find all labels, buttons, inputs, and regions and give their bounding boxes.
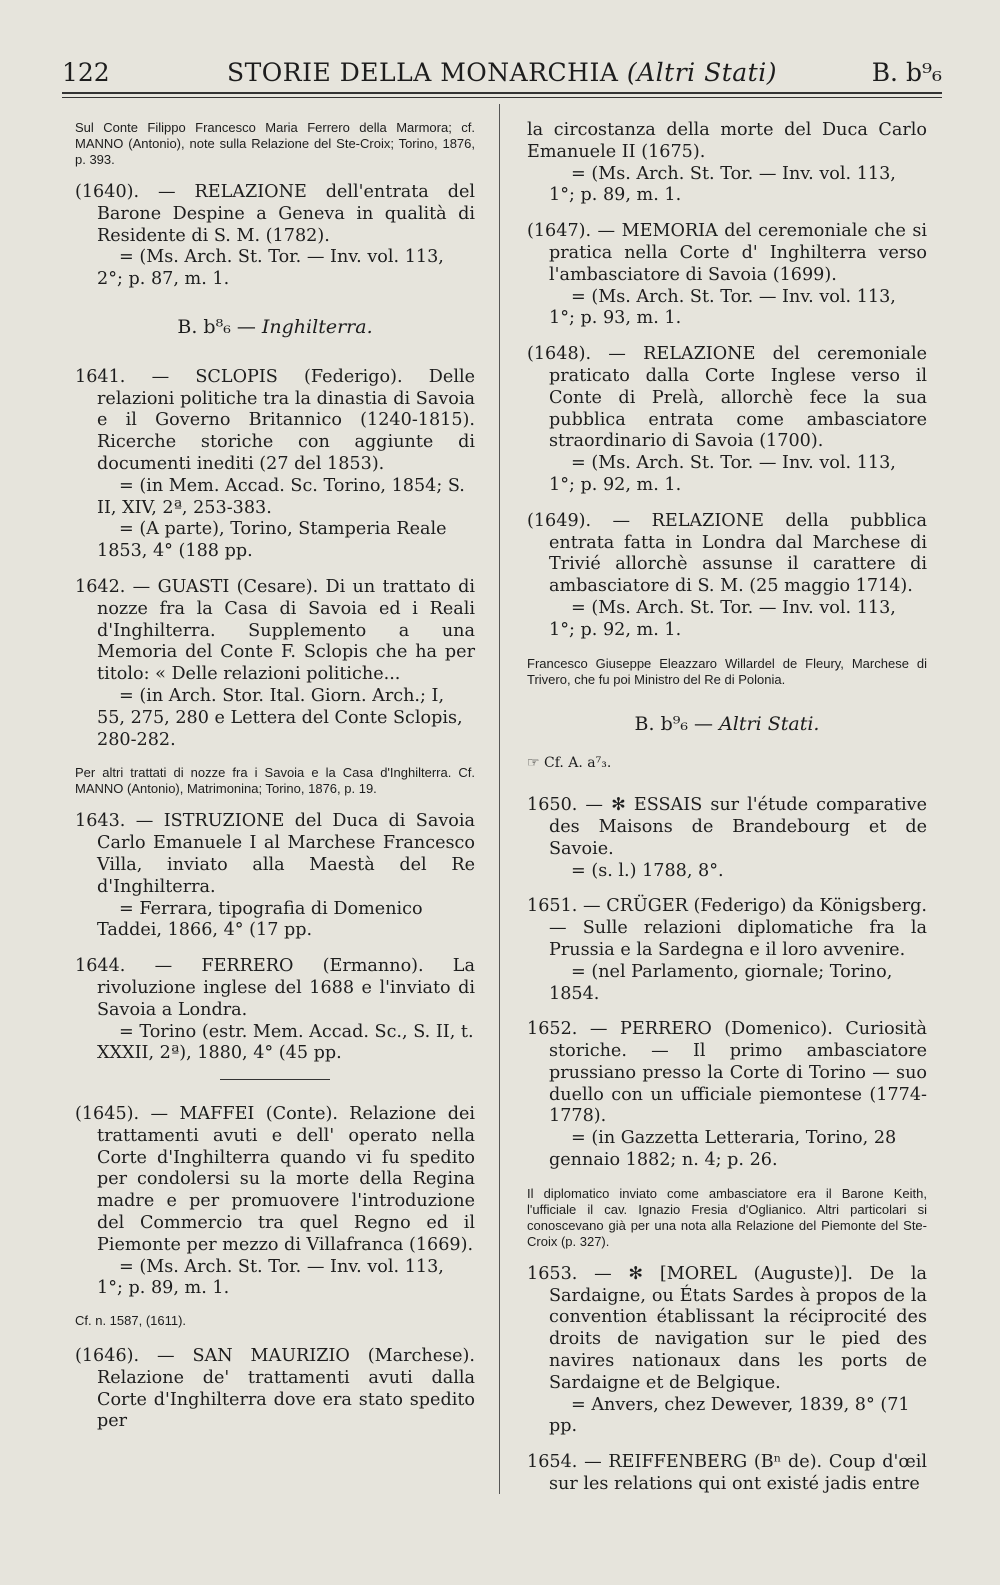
entry-1641-citation-2: = (A parte), Torino, Stamperia Reale 1853, 4° (188 pp. xyxy=(97,519,447,562)
running-title-italic: (Altri Stati) xyxy=(626,58,777,87)
entry-1654: 1654. — REIFFENBERG (Bⁿ de). Coup d'œil sur les relations qui ont existé jadis entre xyxy=(527,1452,927,1495)
entry-1644: 1644. — FERRERO (Ermanno). La rivoluzione inglese del 1688 e l'inviato di Savoia a Londra. xyxy=(75,956,475,1020)
entry-1640: (1640). — RELAZIONE dell'entrata del Barone Despine a Geneva in qualità di Residente di S. M. (1782). xyxy=(75,182,475,246)
right-column xyxy=(527,120,927,1510)
column-divider xyxy=(499,104,500,1494)
entry-1647: (1647). — MEMORIA del ceremoniale che si pratica nella Corte d' Inghilterra verso l'ambasciatore di Savoia (1699). xyxy=(527,221,927,285)
entry-1650-citation: = (s. l.) 1788, 8°. xyxy=(571,860,724,881)
entry-1650: 1650. — ✻ ESSAIS sur l'étude comparative des Maisons de Brandebourg et de Savoie. xyxy=(527,795,927,859)
running-title-main: STORIE DELLA MONARCHIA xyxy=(227,58,619,87)
entry-1646: (1646). — SAN MAURIZIO (Marchese). Relazione de' trattamenti avuti dalla Corte d'Inghilterra dove era stato spedito per xyxy=(75,1346,475,1432)
header-rule-bottom xyxy=(62,97,942,98)
entry-1643: 1643. — ISTRUZIONE del Duca di Savoia Carlo Emanuele I al Marchese Francesco Villa, inviato alla Maestà del Re d'Inghilterra. xyxy=(75,811,475,897)
cross-reference-1645: Cf. n. 1587, (1611). xyxy=(75,1313,187,1329)
entry-1648: (1648). — RELAZIONE del ceremoniale praticato dalla Corte Inglese verso il Conte di Prelà, allorchè fece la sua pubblica entrata come ambasciatore straordinario di Savoia (1700). xyxy=(527,344,927,452)
entry-1643-citation: = Ferrara, tipografia di Domenico Taddei, 1866, 4° (17 pp. xyxy=(97,898,423,941)
entry-1653-citation: = Anvers, chez Dewever, 1839, 8° (71 pp. xyxy=(549,1394,910,1437)
header-rule-top xyxy=(62,92,942,94)
section-code-inghilterra: B. b⁸₆ — xyxy=(177,315,256,338)
entry-1645-citation: = (Ms. Arch. St. Tor. — Inv. vol. 113, 1°; p. 89, m. 1. xyxy=(97,1256,444,1299)
page-number: 122 xyxy=(62,58,110,87)
note-1642: Per altri trattati di nozze fra i Savoia e la Casa d'Inghilterra. Cf. MANNO (Antonio), Matrimonina; Torino, 1876, p. 19. xyxy=(75,765,475,797)
entry-1640-citation: = (Ms. Arch. St. Tor. — Inv. vol. 113, 2°; p. 87, m. 1. xyxy=(97,247,444,290)
note-top: Sul Conte Filippo Francesco Maria Ferrero della Marmora; cf. MANNO (Antonio), note sulla Relazione del Ste-Croix; Torino, 1876, p. 393. xyxy=(75,120,475,167)
section-code: B. b⁹₆ xyxy=(871,58,942,87)
entry-1644-citation: = Torino (estr. Mem. Accad. Sc., S. II, t. XXXII, 2ª), 1880, 4° (45 pp. xyxy=(97,1021,474,1064)
entry-1652-citation: = (in Gazzetta Letteraria, Torino, 28 gennaio 1882; n. 4; p. 26. xyxy=(549,1128,897,1171)
note-1652: Il diplomatico inviato come ambasciatore era il Barone Keith, l'ufficiale il cav. Ignazio Fresia d'Oglianico. Altri particolari si conoscevano già per una nota alla Relazione del Piemonte del Ste-Croix (p. 327). xyxy=(527,1185,927,1249)
pointing-hand-cross-reference: ☞ Cf. A. a⁷₃. xyxy=(527,755,612,772)
separator-line xyxy=(220,1079,330,1080)
entry-1646-continued: la circostanza della morte del Duca Carlo Emanuele II (1675). xyxy=(527,120,927,162)
entry-1645: (1645). — MAFFEI (Conte). Relazione dei trattamenti avuti e dell' operato nella Corte d'Inghilterra quando vi fu spedito per condolersi su la morte della Regina madre e per promuovere l'introduzione del Commercio tra quel Regno ed il Piemonte per mezzo di Villafranca (1669). xyxy=(75,1104,475,1255)
entry-1648-citation: = (Ms. Arch. St. Tor. — Inv. vol. 113, 1°; p. 92, m. 1. xyxy=(549,453,896,495)
entry-1642-citation: = (in Arch. Stor. Ital. Giorn. Arch.; I, 55, 275, 280 e Lettera del Conte Sclopis, 280-282. xyxy=(97,685,463,750)
left-column xyxy=(75,120,475,1447)
entry-1647-citation: = (Ms. Arch. St. Tor. — Inv. vol. 113, 1°; p. 93, m. 1. xyxy=(549,286,896,329)
entry-1653: 1653. — ✻ [MOREL (Auguste)]. De la Sardaigne, ou États Sardes à propos de la convention établissant la réciprocité des droits de navigation sur le pied des navires nationaux dans les ports de Sardaigne et de Belgique. xyxy=(527,1263,927,1393)
section-code-altri-stati: B. b⁹₆ — xyxy=(634,712,714,735)
entry-1649: (1649). — RELAZIONE della pubblica entrata fatta in Londra dal Marchese di Trivié allorchè assunse il carattere di ambasciatore di S. M. (25 maggio 1714). xyxy=(527,510,927,597)
section-heading-altri-stati xyxy=(527,714,927,736)
entry-1641-citation-1: = (in Mem. Accad. Sc. Torino, 1854; S. II, XIV, 2ª, 253-383. xyxy=(97,475,465,518)
entry-1649-citation: = (Ms. Arch. St. Tor. — Inv. vol. 113, 1°; p. 92, m. 1. xyxy=(549,597,896,640)
entry-1646-citation: = (Ms. Arch. St. Tor. — Inv. vol. 113, 1°; p. 89, m. 1. xyxy=(549,163,896,206)
note-1649: Francesco Giuseppe Eleazzaro Willardel de Fleury, Marchese di Trivero, che fu poi Ministro del Re di Polonia. xyxy=(527,655,927,687)
entry-1652: 1652. — PERRERO (Domenico). Curiosità storiche. — Il primo ambasciatore prussiano presso la Corte di Torino — suo duello con un ufficiale piemontese (1774-1778). xyxy=(527,1019,927,1127)
entry-1651: 1651. — CRÜGER (Federigo) da Königsberg. — Sulle relazioni diplomatiche fra la Prussia e la Sardegna e il loro avvenire. xyxy=(527,896,927,960)
entry-1651-citation: = (nel Parlamento, giornale; Torino, 1854. xyxy=(549,961,893,1004)
page-header xyxy=(62,58,942,92)
entry-1641: 1641. — SCLOPIS (Federigo). Delle relazioni politiche tra la dinastia di Savoia e il Governo Britannico (1240-1815). Ricerche storiche con aggiunte di documenti inediti (27 del 1853). xyxy=(75,366,475,474)
section-title-altri-stati: Altri Stati. xyxy=(719,712,820,735)
entry-1642: 1642. — GUASTI (Cesare). Di un trattato di nozze fra la Casa di Savoia ed i Reali d'Inghilterra. Supplemento a una Memoria del Conte F. Sclopis che ha per titolo: « Delle relazioni politiche... xyxy=(75,576,475,685)
running-title xyxy=(62,58,942,87)
section-title-inghilterra: Inghilterra. xyxy=(261,315,373,338)
section-heading-inghilterra xyxy=(75,317,475,339)
